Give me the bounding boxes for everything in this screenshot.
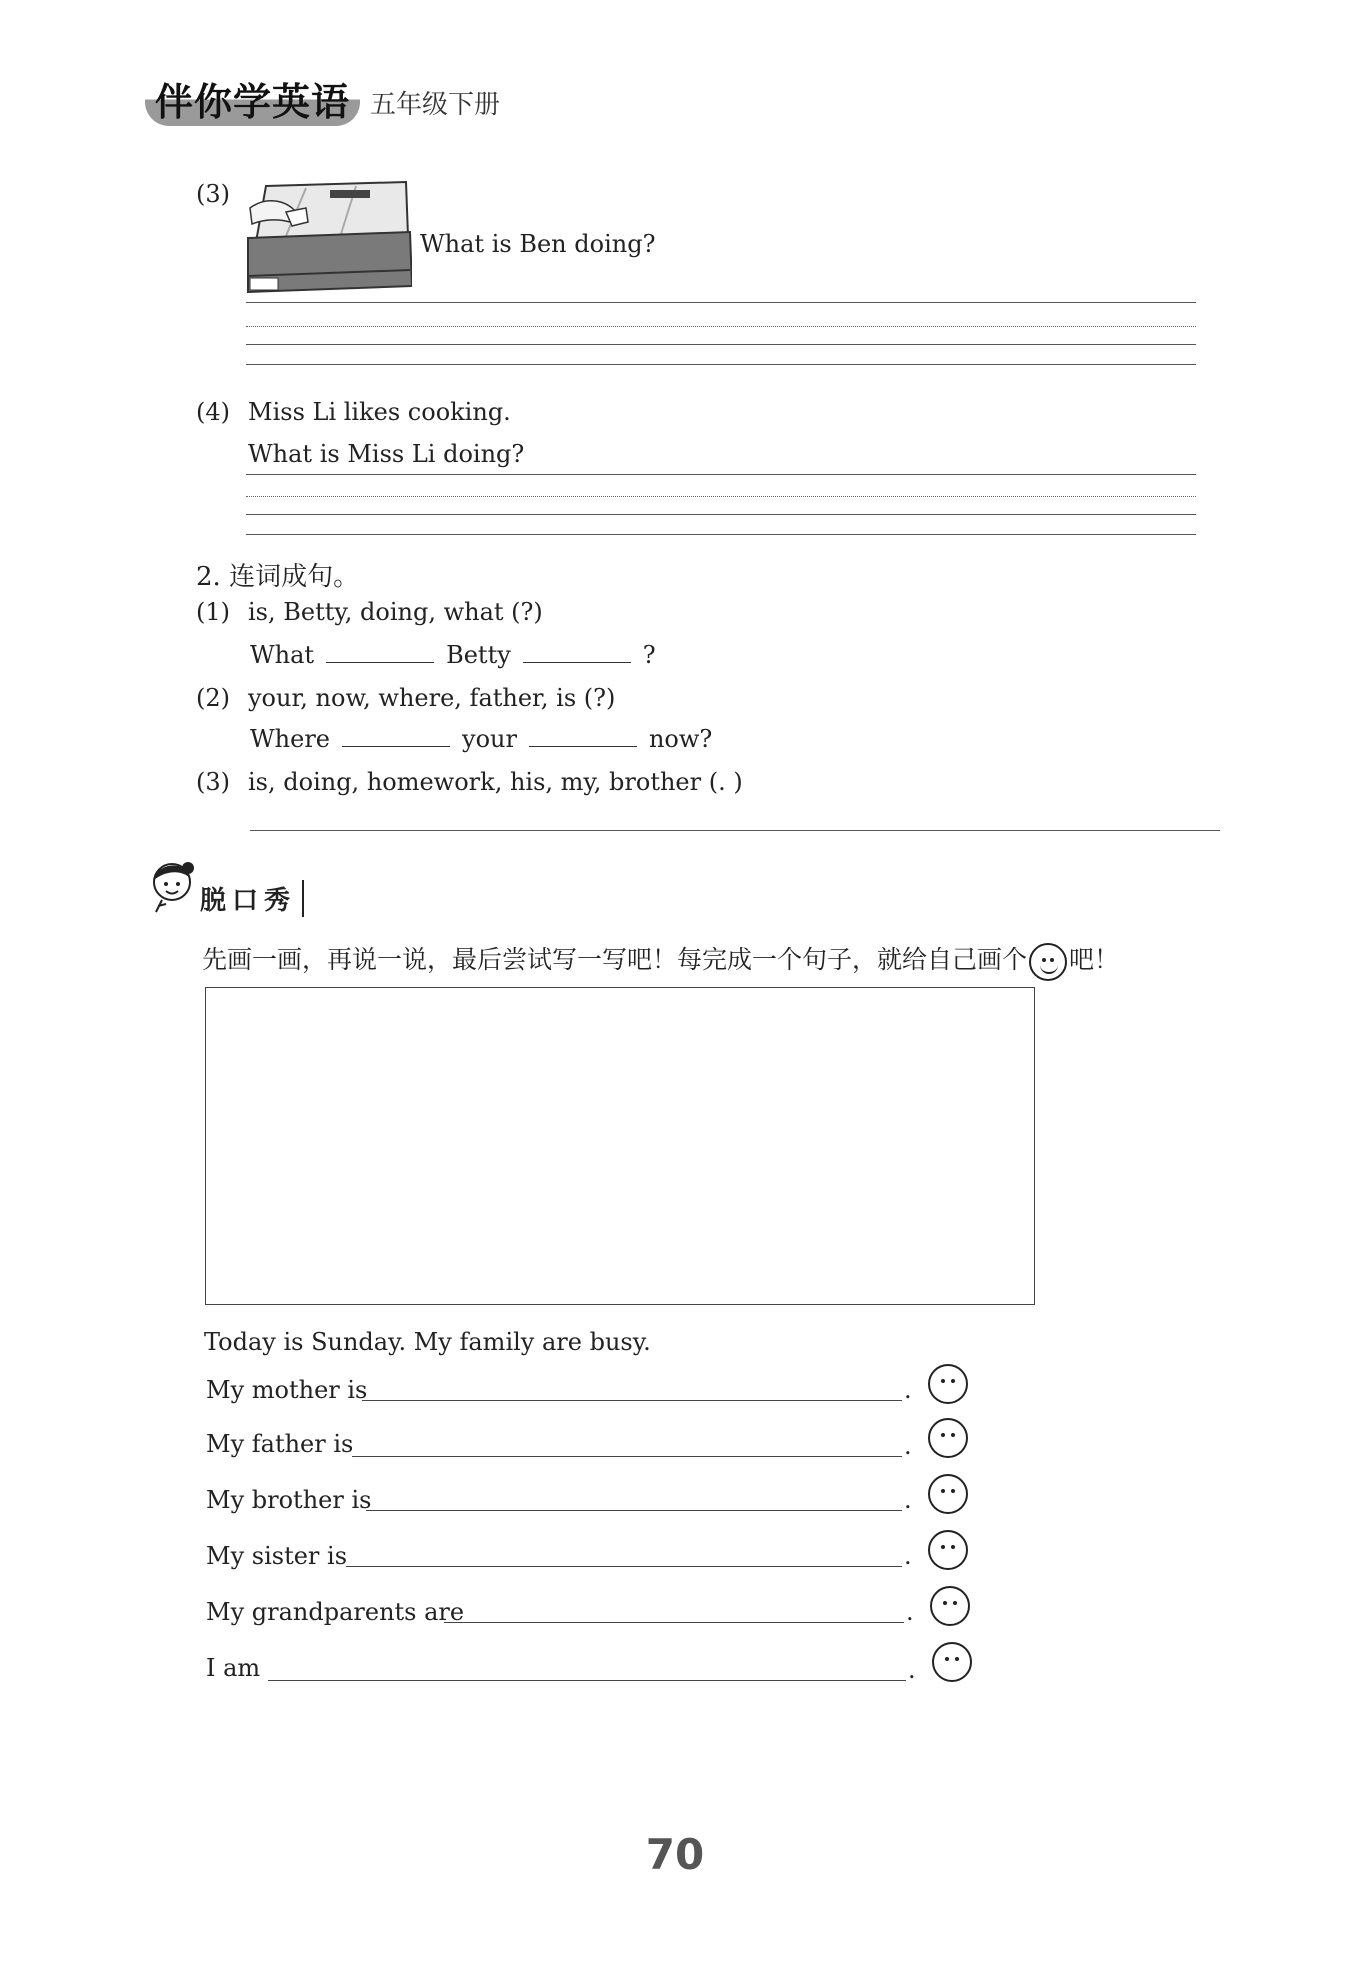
book-brand-logo: 伴你学英语: [145, 78, 360, 126]
car-washing-illustration: [246, 178, 412, 294]
s2-item2-answer: [250, 724, 712, 753]
q4-line-3[interactable]: [246, 514, 1196, 515]
s2-item2-blank-1[interactable]: [342, 724, 450, 747]
s2-item1-end: ?: [642, 641, 656, 669]
s2-item1-answer: [250, 640, 656, 669]
talk-show-intro: Today is Sunday. My family are busy.: [204, 1328, 651, 1356]
s2-item1-word-a: What: [250, 641, 315, 669]
sentence-5-period: .: [906, 1598, 914, 1626]
q4-statement: Miss Li likes cooking.: [248, 398, 511, 426]
q4-line-2[interactable]: [246, 496, 1196, 497]
sentence-1-period: .: [904, 1376, 912, 1404]
cartoon-girl-icon: [148, 858, 200, 914]
s2-item3-line[interactable]: [250, 830, 1220, 831]
s2-item1-blank-2[interactable]: [523, 640, 631, 663]
q3-line-2[interactable]: [246, 326, 1196, 327]
sentence-4-label: My sister is: [206, 1542, 348, 1570]
s2-item2-word-b: your: [462, 725, 517, 753]
q3-line-3[interactable]: [246, 344, 1196, 345]
s2-item3-words: is, doing, homework, his, my, brother (. ): [248, 768, 743, 796]
s2-item3-number: (3): [196, 768, 230, 796]
sentence-5-line[interactable]: [444, 1622, 904, 1623]
talk-show-tag: 脱口秀: [200, 880, 304, 917]
q3-line-4[interactable]: [246, 364, 1196, 365]
sentence-2-label: My father is: [206, 1430, 354, 1458]
sentence-6-period: .: [908, 1656, 916, 1684]
sentence-3-label: My brother is: [206, 1486, 372, 1514]
smiley-icon: [1029, 943, 1067, 981]
page-number: 70: [645, 1830, 705, 1879]
sentence-4-smiley-icon[interactable]: [928, 1530, 968, 1570]
instruction-text-a: 先画一画，再说一说，最后尝试写一写吧！每完成一个句子，就给自己画个: [202, 945, 1028, 974]
q4-line-1[interactable]: [246, 474, 1196, 475]
s2-item2-number: (2): [196, 684, 230, 712]
sentence-6-line[interactable]: [268, 1680, 906, 1681]
sentence-4-line[interactable]: [346, 1566, 902, 1567]
s2-item2-end: now?: [648, 725, 713, 753]
sentence-4-period: .: [904, 1542, 912, 1570]
instruction-text-b: 吧！: [1069, 945, 1120, 974]
sentence-5-label: My grandparents are: [206, 1598, 465, 1626]
q3-question: What is Ben doing?: [420, 230, 656, 258]
sentence-1-label: My mother is: [206, 1376, 368, 1404]
book-subtitle: 五年级下册: [370, 90, 501, 120]
sentence-2-smiley-icon[interactable]: [928, 1418, 968, 1458]
sentence-6-smiley-icon[interactable]: [932, 1642, 972, 1682]
sentence-2-period: .: [904, 1432, 912, 1460]
q4-line-4[interactable]: [246, 534, 1196, 535]
s2-item2-words: your, now, where, father, is (?): [248, 684, 616, 712]
s2-item1-word-b: Betty: [446, 641, 511, 669]
section2-title: 2. 连词成句。: [196, 562, 360, 592]
q3-line-1[interactable]: [246, 302, 1196, 303]
s2-item2-blank-2[interactable]: [529, 724, 637, 747]
sentence-3-period: .: [904, 1486, 912, 1514]
sentence-5-smiley-icon[interactable]: [930, 1586, 970, 1626]
sentence-1-line[interactable]: [362, 1400, 902, 1401]
s2-item2-word-a: Where: [250, 725, 331, 753]
sentence-1-smiley-icon[interactable]: [928, 1364, 968, 1404]
sentence-6-label: I am: [206, 1654, 261, 1682]
q3-number: (3): [196, 180, 230, 208]
s2-item1-number: (1): [196, 598, 230, 626]
talk-show-instruction: [202, 940, 1119, 981]
sentence-2-line[interactable]: [352, 1456, 902, 1457]
s2-item1-words: is, Betty, doing, what (?): [248, 598, 543, 626]
q4-number: (4): [196, 398, 230, 426]
drawing-box[interactable]: [205, 987, 1035, 1305]
sentence-3-smiley-icon[interactable]: [928, 1474, 968, 1514]
q4-question: What is Miss Li doing?: [248, 440, 525, 468]
sentence-3-line[interactable]: [366, 1510, 902, 1511]
s2-item1-blank-1[interactable]: [326, 640, 434, 663]
